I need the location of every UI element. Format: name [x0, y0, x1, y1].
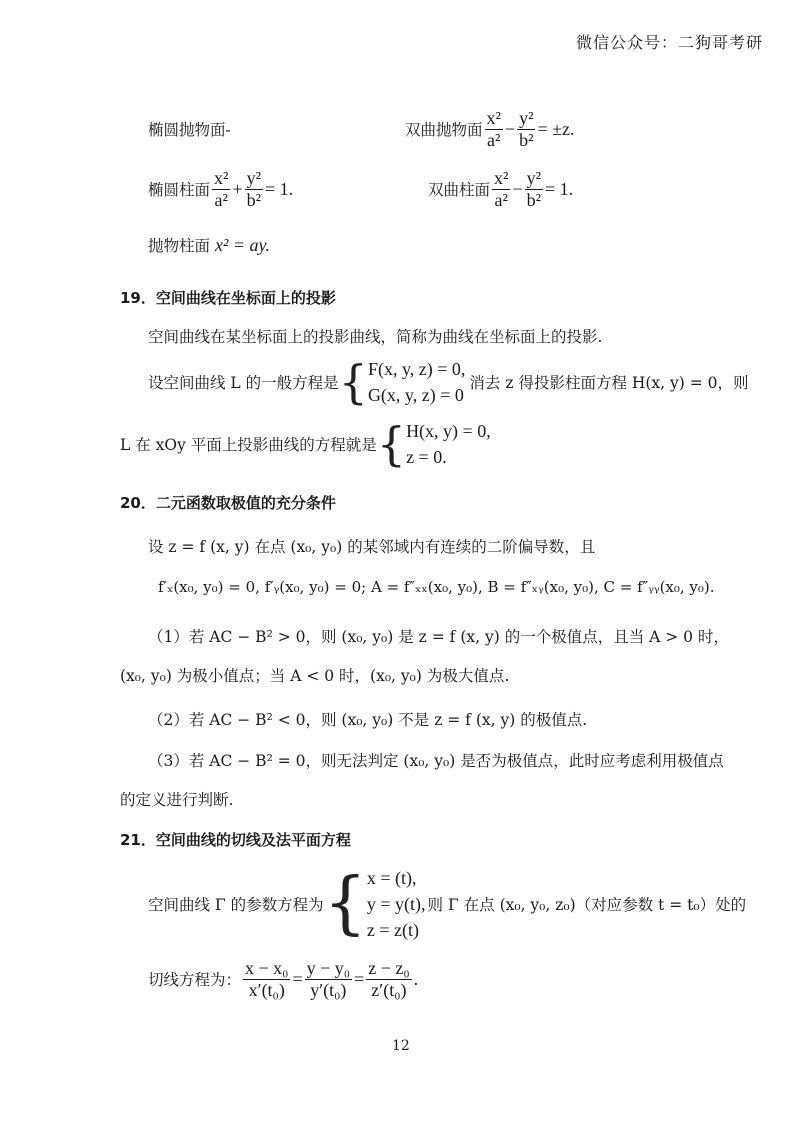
- frac-num: y²: [519, 108, 534, 128]
- parametric-system: { x = (t), y = y(t), z = z(t): [323, 864, 426, 944]
- system-line: G(x, y, z) = 0: [367, 385, 464, 406]
- elliptic-paraboloid: 椭圆抛物面-: [148, 121, 231, 139]
- elliptic-cylinder-label: 椭圆柱面: [148, 181, 211, 200]
- parabolic-cylinder: [148, 234, 270, 256]
- equation-rhs: = 1.: [264, 178, 294, 199]
- system-line: z = z(t): [366, 920, 420, 941]
- hyperbolic-paraboloid: [405, 108, 575, 150]
- section-20-title: 20．二元函数取极值的充分条件: [120, 494, 336, 512]
- hyperbolic-cylinder: [428, 168, 573, 210]
- section-19-p2: [148, 356, 749, 408]
- period: .: [413, 968, 419, 989]
- p1-text: 空间曲线 Γ 的参数方程为: [148, 896, 324, 915]
- equation-rhs: = 1.: [544, 178, 574, 199]
- section-20-p1: 设 z = f (x, y) 在点 (x₀, y₀) 的某邻域内有连续的二阶偏导数，且: [148, 538, 596, 556]
- equals: =: [354, 968, 365, 989]
- frac-den: a²: [487, 129, 501, 150]
- equation-rhs: = ±z.: [537, 118, 575, 139]
- section-20-c1b: (x₀, y₀) 为极小值点；当 A < 0 时，(x₀, y₀) 为极大值点.: [120, 667, 510, 685]
- tangent-label: 切线方程为：: [148, 971, 242, 990]
- frac-den: b²: [519, 129, 534, 150]
- operator: −: [512, 178, 523, 199]
- section-19-p3: [120, 418, 491, 470]
- system-line: x = (t),: [366, 868, 417, 888]
- section-20-c3b: 的定义进行判断.: [120, 791, 234, 809]
- section-20-c2: （2）若 AC − B² < 0，则 (x₀, y₀) 不是 z = f (x, y) 的极值点.: [148, 711, 588, 729]
- frac-num: y²: [246, 168, 261, 188]
- section-19-title: 19．空间曲线在坐标面上的投影: [120, 289, 336, 307]
- operator: −: [504, 118, 516, 139]
- frac-num: y²: [526, 168, 541, 188]
- frac-den: x′(t₀): [248, 979, 285, 1000]
- frac-den: z′(t₀): [371, 979, 407, 1000]
- hyperbolic-cylinder-label: 双曲柱面: [428, 181, 491, 200]
- p3-text: L 在 xOy 平面上投影曲线的方程就是: [120, 436, 377, 455]
- tangent-line-equation: [148, 958, 418, 1000]
- equals: =: [292, 968, 303, 989]
- system-line: H(x, y) = 0,: [406, 421, 491, 441]
- frac-den: b²: [246, 189, 261, 210]
- frac-den: b²: [526, 189, 541, 210]
- frac-den: a²: [494, 189, 508, 210]
- frac-num: y − y₀: [306, 958, 351, 978]
- parabolic-cylinder-label: 抛物柱面: [148, 237, 211, 255]
- equation-system: { F(x, y, z) = 0, G(x, y, z) = 0: [338, 355, 466, 410]
- system-line: y = y(t),: [366, 894, 426, 915]
- operator: +: [232, 178, 243, 199]
- frac-num: x²: [486, 108, 501, 128]
- frac-den: a²: [214, 189, 228, 210]
- equation-system: { H(x, y) = 0, z = 0.: [376, 417, 491, 472]
- section-20-c1a: （1）若 AC − B² > 0，则 (x₀, y₀) 是 z = f (x, y) 的一个极值点，且当 A > 0 时，: [148, 628, 729, 646]
- section-20-p2: f′ₓ(x₀, y₀) = 0, f′ᵧ(x₀, y₀) = 0; A = f″ₓₓ(x₀, y₀), B = f″ₓᵧ(x₀, y₀), C = f″ᵧᵧ(x₀, y₀).: [158, 578, 715, 596]
- section-21-title: 21．空间曲线的切线及法平面方程: [120, 831, 351, 849]
- frac-den: y′(t₀): [310, 979, 347, 1000]
- p1-text-tail: 则 Γ 在点 (x₀, y₀, z₀)（对应参数 t = t₀）处的: [427, 896, 747, 915]
- page-number: 12: [392, 1038, 410, 1054]
- frac-num: x − x₀: [245, 958, 289, 978]
- elliptic-cylinder: [148, 168, 293, 210]
- system-line: z = 0.: [406, 447, 447, 468]
- frac-num: x²: [214, 168, 229, 188]
- system-line: F(x, y, z) = 0,: [367, 359, 466, 379]
- hyperbolic-paraboloid-label: 双曲抛物面: [405, 121, 483, 140]
- section-20-c3a: （3）若 AC − B² = 0，则无法判定 (x₀, y₀) 是否为极值点，此时应考虑利用极值点: [148, 752, 724, 770]
- p2-text-tail: 消去 z 得投影柱面方程 H(x, y) = 0，则: [469, 374, 749, 393]
- section-19-p1: 空间曲线在某坐标面上的投影曲线，简称为曲线在坐标面上的投影.: [148, 328, 603, 346]
- section-21-p1: [148, 865, 746, 943]
- frac-num: z − z₀: [368, 958, 410, 978]
- parabolic-cylinder-eq: x² = ay.: [214, 235, 270, 255]
- frac-num: x²: [494, 168, 509, 188]
- watermark: 微信公众号：二狗哥考研: [576, 33, 764, 52]
- p2-text: 设空间曲线 L 的一般方程是: [148, 374, 339, 393]
